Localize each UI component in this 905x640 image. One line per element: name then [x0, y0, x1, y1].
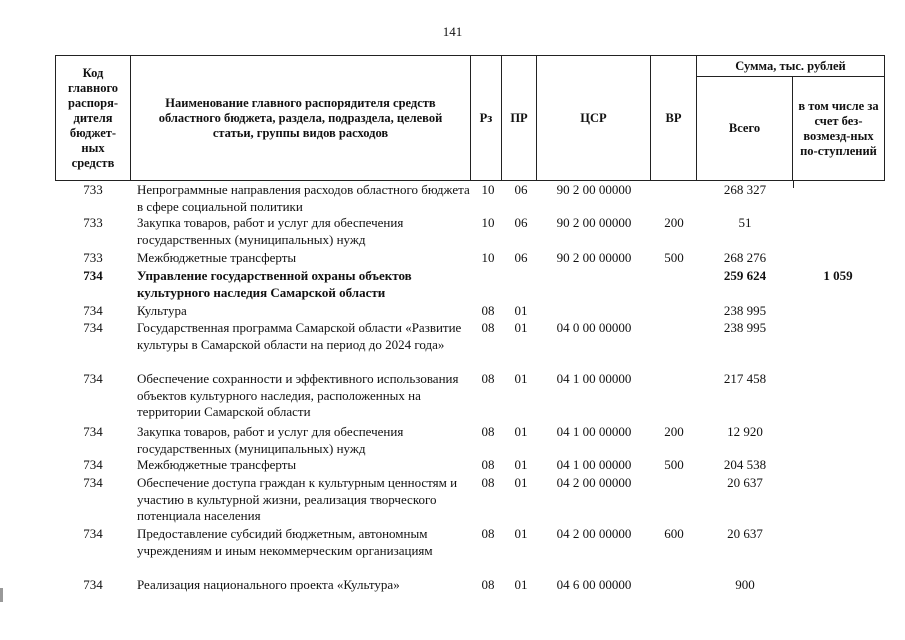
cell-pr: 01	[514, 475, 528, 490]
cell-total: 268 327	[723, 182, 767, 197]
cell-name: Обеспечение сохранности и эффективного использования объектов культурного наследия, расположенных на территории Самарской области	[137, 371, 459, 419]
cell-code: 734	[83, 577, 103, 592]
cell-total: 268 276	[723, 250, 767, 265]
cell-code: 733	[83, 250, 103, 265]
cell-vr: 500	[664, 457, 684, 472]
cell-vr: 600	[664, 526, 684, 541]
cell-total: 204 538	[723, 457, 767, 472]
cell-vr: 200	[664, 424, 684, 439]
cell-code: 734	[83, 424, 103, 439]
cell-total: 20 637	[727, 526, 763, 541]
cell-total: 900	[735, 577, 755, 592]
cell-name: Управление государственной охраны объектов культурного наследия Самарской области	[137, 268, 412, 300]
cell-code: 734	[83, 268, 103, 283]
header-free: в том числе за счет без-возмезд-ных по-ступлений	[792, 76, 885, 181]
cell-code: 734	[83, 371, 103, 386]
cell-csr: 04 0 00 00000	[556, 320, 632, 335]
header-sum: Сумма, тыс. рублей	[696, 55, 885, 77]
cell-csr: 04 2 00 00000	[556, 526, 632, 541]
cell-name: Обеспечение доступа граждан к культурным ценностям и участию в культурной жизни, реализация творческого потенциала населения	[137, 475, 458, 523]
cell-csr: 90 2 00 00000	[556, 182, 632, 197]
cell-code: 734	[83, 320, 103, 335]
header-rz: Рз	[470, 55, 502, 181]
cell-pr: 06	[514, 250, 528, 265]
cell-total: 238 995	[723, 320, 767, 335]
cell-rz: 08	[481, 320, 495, 335]
cell-rz: 10	[481, 182, 495, 197]
cell-total: 238 995	[723, 303, 767, 318]
cell-csr: 90 2 00 00000	[556, 250, 632, 265]
cell-rz: 08	[481, 371, 495, 386]
cell-total: 12 920	[727, 424, 763, 439]
header-code: Код главного распоря-дителя бюджет-ных средств	[55, 55, 131, 181]
cell-name: Культура	[137, 303, 187, 318]
cell-code: 733	[83, 182, 103, 197]
cell-rz: 08	[481, 475, 495, 490]
cell-name: Межбюджетные трансферты	[137, 250, 297, 265]
cell-name: Межбюджетные трансферты	[137, 457, 297, 472]
cell-csr: 04 1 00 00000	[556, 371, 632, 386]
cell-pr: 01	[514, 303, 528, 318]
cell-csr: 04 1 00 00000	[556, 424, 632, 439]
cell-rz: 10	[481, 250, 495, 265]
cell-pr: 06	[514, 215, 528, 230]
cell-pr: 01	[514, 526, 528, 541]
cell-total: 51	[738, 215, 752, 230]
cell-name: Закупка товаров, работ и услуг для обеспечения государственных (муниципальных) нужд	[137, 215, 404, 247]
cell-name: Закупка товаров, работ и услуг для обеспечения государственных (муниципальных) нужд	[137, 424, 404, 456]
cell-pr: 01	[514, 424, 528, 439]
cell-pr: 01	[514, 577, 528, 592]
cell-total: 259 624	[723, 268, 767, 283]
page-number: 141	[442, 24, 463, 39]
cell-code: 734	[83, 303, 103, 318]
cell-pr: 01	[514, 457, 528, 472]
cell-total: 217 458	[723, 371, 767, 386]
cell-csr: 04 6 00 00000	[556, 577, 632, 592]
cell-vr: 200	[664, 215, 684, 230]
cell-total: 20 637	[727, 475, 763, 490]
cell-name: Предоставление субсидий бюджетным, автономным учреждениям и иным некоммерческим организациям	[137, 526, 433, 558]
header-csr: ЦСР	[536, 55, 651, 181]
cell-code: 734	[83, 475, 103, 490]
cell-rz: 08	[481, 303, 495, 318]
cell-rz: 08	[481, 526, 495, 541]
header-total: Всего	[696, 76, 793, 181]
cell-vr: 500	[664, 250, 684, 265]
cell-csr: 04 1 00 00000	[556, 457, 632, 472]
cell-name: Государственная программа Самарской области «Развитие культуры в Самарской области на период до 2024 года»	[137, 320, 462, 352]
cell-pr: 01	[514, 320, 528, 335]
cell-code: 734	[83, 526, 103, 541]
header-pr: ПР	[501, 55, 537, 181]
cell-name: Непрограммные направления расходов областного бюджета в сфере социальной политики	[137, 182, 470, 214]
cell-csr: 90 2 00 00000	[556, 215, 632, 230]
margin-mark	[0, 588, 3, 602]
cell-code: 734	[83, 457, 103, 472]
cell-pr: 06	[514, 182, 528, 197]
cell-rz: 08	[481, 577, 495, 592]
header-vr: ВР	[650, 55, 697, 181]
cell-pr: 01	[514, 371, 528, 386]
header-name: Наименование главного распорядителя средств областного бюджета, раздела, подраздела, целевой статьи, группы видов расходов	[130, 55, 471, 181]
cell-rz: 08	[481, 424, 495, 439]
cell-code: 733	[83, 215, 103, 230]
cell-name: Реализация национального проекта «Культура»	[137, 577, 400, 592]
cell-rz: 10	[481, 215, 495, 230]
cell-rz: 08	[481, 457, 495, 472]
cell-free: 1 059	[823, 268, 853, 283]
cell-csr: 04 2 00 00000	[556, 475, 632, 490]
